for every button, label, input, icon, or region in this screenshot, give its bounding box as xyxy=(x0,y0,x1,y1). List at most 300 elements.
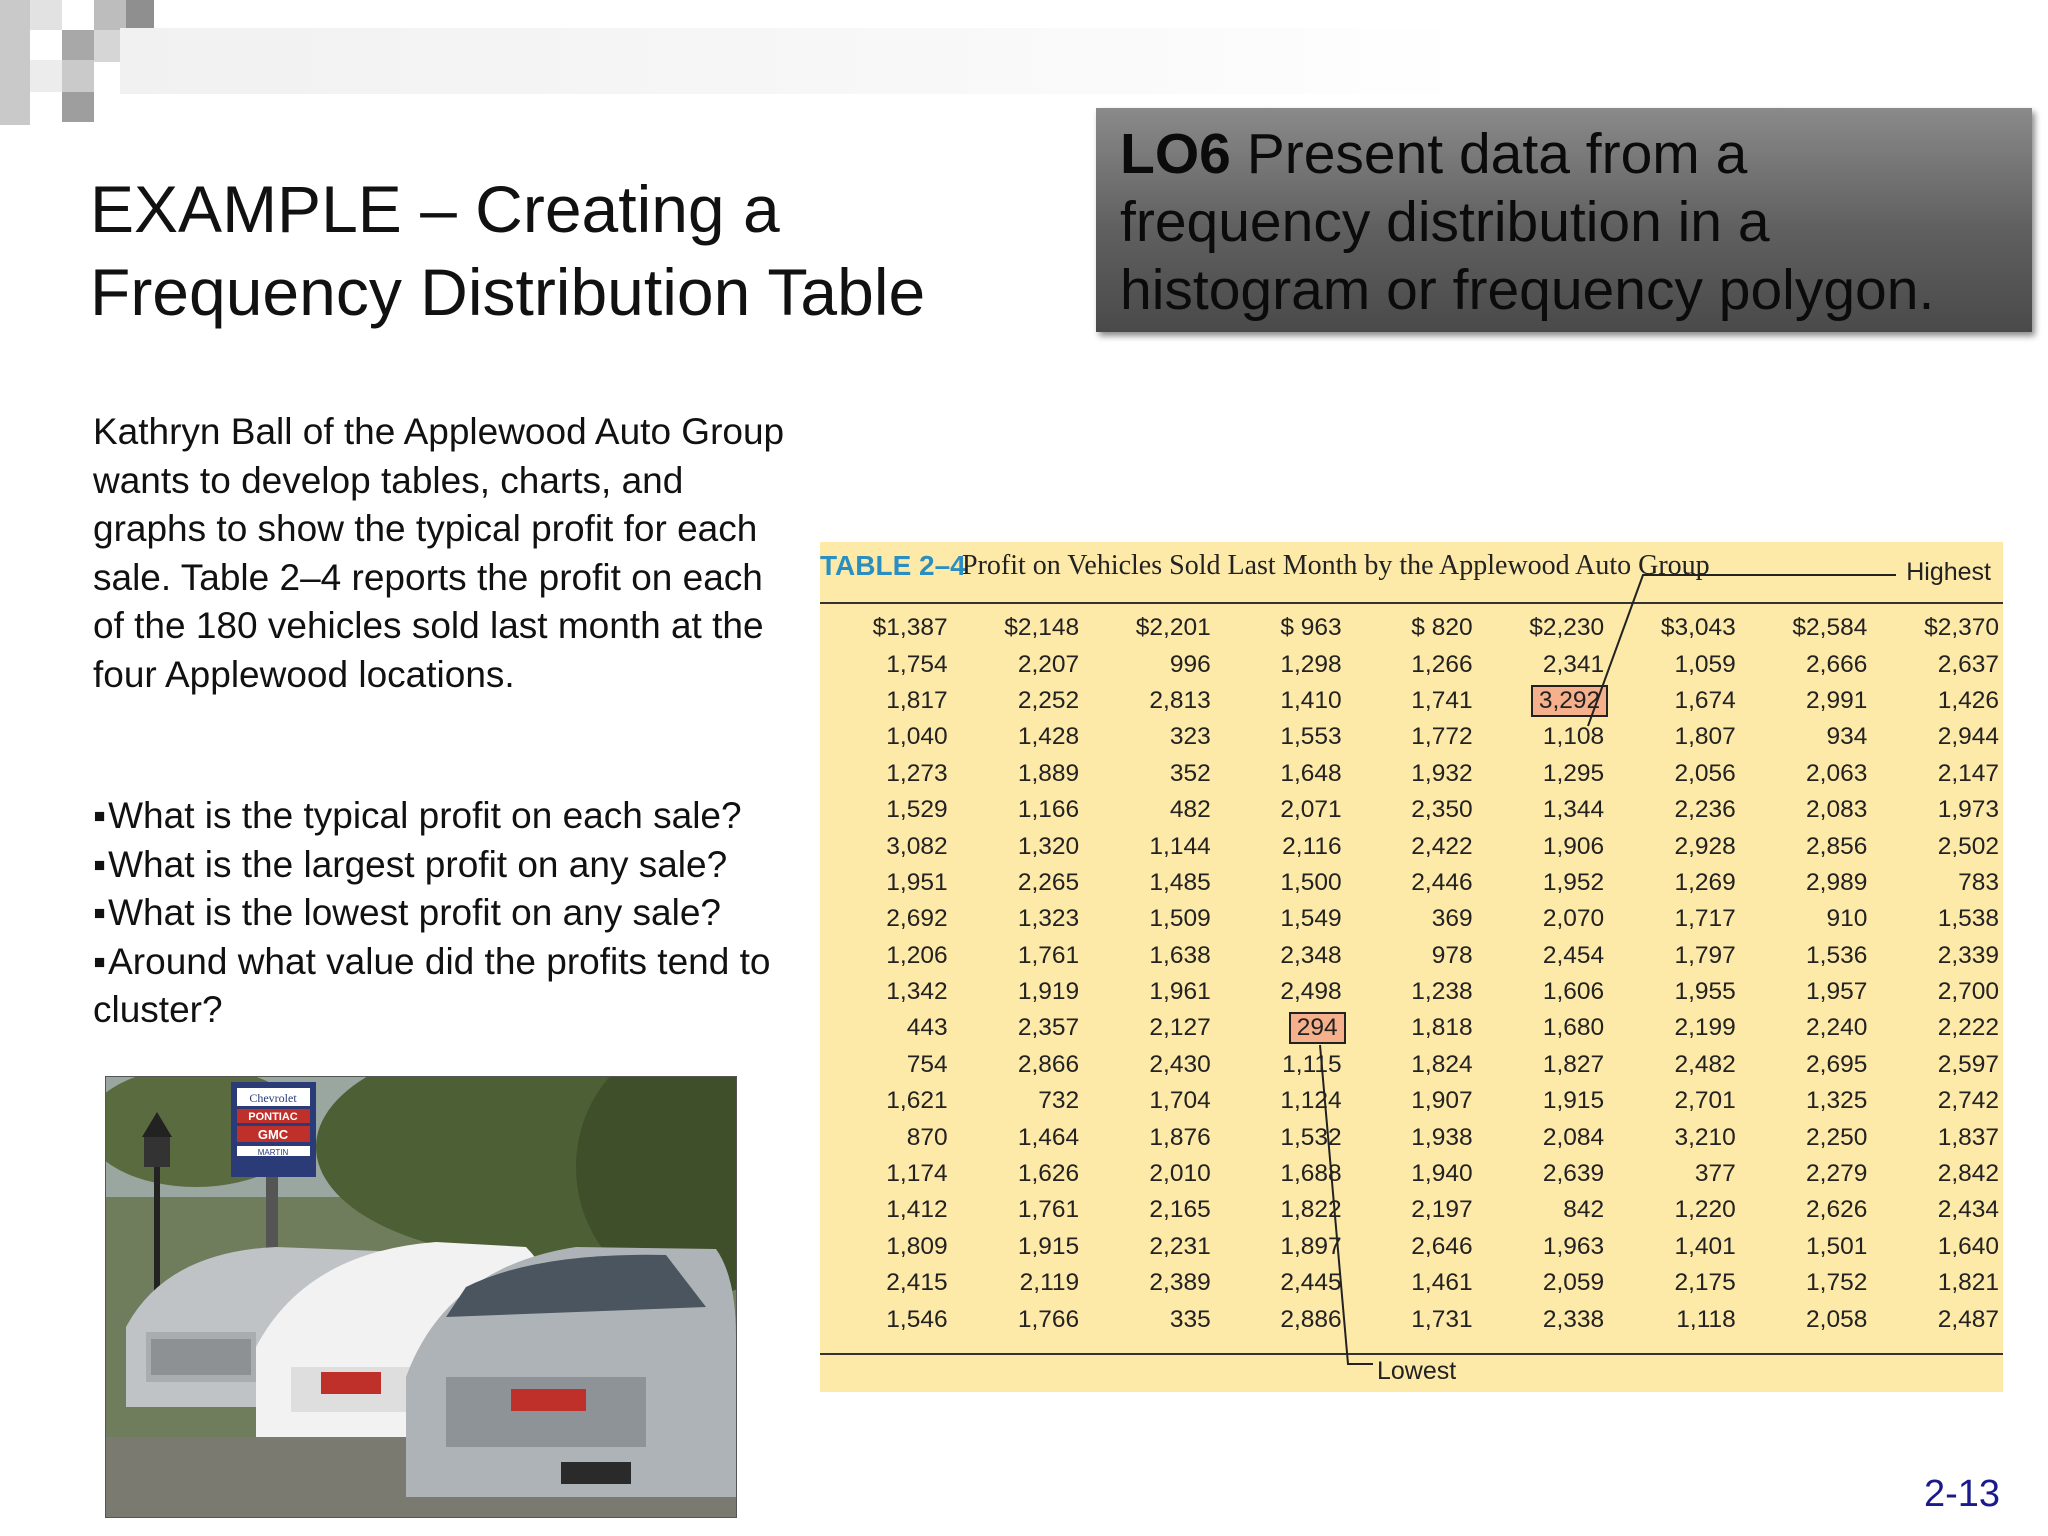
table-cell xyxy=(1871,1047,2003,1083)
cell-value: $2,584 xyxy=(1792,614,1868,642)
table-cell xyxy=(1608,1083,1740,1119)
table-cell xyxy=(952,792,1084,828)
table-cell xyxy=(1083,1265,1215,1301)
table-cell xyxy=(952,865,1084,901)
cell-value: 2,056 xyxy=(1674,759,1736,787)
cell-value: 2,279 xyxy=(1806,1160,1868,1188)
question-item: ▪ What is the largest profit on any sale? xyxy=(93,841,803,890)
lo-code: LO6 xyxy=(1120,122,1231,186)
table-cell xyxy=(1083,1229,1215,1265)
table-cell xyxy=(1346,1156,1477,1192)
table-cell xyxy=(952,1010,1084,1046)
table-cell xyxy=(1215,792,1346,828)
table-cell xyxy=(820,1010,952,1046)
table-cell xyxy=(1740,1047,1872,1083)
cell-value: 1,529 xyxy=(886,796,948,824)
table-cell xyxy=(1083,1119,1215,1155)
table-cell xyxy=(1083,683,1215,719)
cell-value: 2,626 xyxy=(1806,1196,1868,1224)
cell-value: 1,509 xyxy=(1149,905,1211,933)
table-cell xyxy=(1346,1265,1477,1301)
cell-value: 1,817 xyxy=(886,686,948,714)
cell-value: 1,797 xyxy=(1674,941,1736,969)
cell-value: 1,940 xyxy=(1411,1160,1473,1188)
cell-value: 1,320 xyxy=(1017,832,1080,860)
table-cell xyxy=(1871,1301,2003,1337)
table-cell xyxy=(1215,938,1346,974)
table-cell xyxy=(1477,1265,1609,1301)
cell-value: 2,197 xyxy=(1411,1196,1473,1224)
table-cell xyxy=(1608,865,1740,901)
table-cell xyxy=(1346,938,1477,974)
cell-value: 1,889 xyxy=(1017,759,1080,787)
cell-value: 2,357 xyxy=(1017,1014,1080,1042)
cell-value: 2,989 xyxy=(1806,868,1868,896)
cell-value: 2,165 xyxy=(1149,1196,1211,1224)
table-cell xyxy=(1346,719,1477,755)
cell-value: 2,502 xyxy=(1937,832,1999,860)
cell-value: 1,807 xyxy=(1674,723,1736,751)
table-cell xyxy=(1215,1229,1346,1265)
cell-value: 1,640 xyxy=(1937,1232,1999,1260)
slide-title xyxy=(90,168,1050,334)
table-cell xyxy=(1740,1156,1872,1192)
table-cell xyxy=(1215,828,1346,864)
cell-value: 1,907 xyxy=(1411,1087,1473,1115)
title-line-2: Frequency Distribution Table xyxy=(90,255,926,329)
cell-value: 1,606 xyxy=(1542,978,1605,1006)
cell-value: 1,464 xyxy=(1017,1123,1080,1151)
cell-value: 1,761 xyxy=(1017,941,1080,969)
table-cell xyxy=(1871,646,2003,682)
table-cell xyxy=(1608,1192,1740,1228)
cell-value: 2,928 xyxy=(1674,832,1736,860)
table-cell xyxy=(1871,974,2003,1010)
cell-value: 1,461 xyxy=(1411,1269,1473,1297)
table-cell xyxy=(1346,828,1477,864)
cell-value: 2,856 xyxy=(1806,832,1868,860)
cell-value: 369 xyxy=(1431,905,1473,933)
cell-value: 1,553 xyxy=(1280,723,1342,751)
cell-value: 1,955 xyxy=(1674,978,1736,1006)
cell-value: 2,597 xyxy=(1937,1050,1999,1078)
table-cell xyxy=(1608,792,1740,828)
table-cell xyxy=(1083,1083,1215,1119)
table-cell xyxy=(952,719,1084,755)
cell-value: 2,742 xyxy=(1937,1087,1999,1115)
table-cell xyxy=(1477,1229,1609,1265)
cell-value: 2,199 xyxy=(1674,1014,1736,1042)
lo-text: Present data from a frequency distribution in a histogram or frequency polygon. xyxy=(1120,122,1935,322)
table-cell xyxy=(1740,1229,1872,1265)
table-row xyxy=(820,828,2003,864)
cell-value: 2,422 xyxy=(1411,832,1473,860)
cell-value: 3,082 xyxy=(886,832,948,860)
cell-value: $ 820 xyxy=(1411,614,1473,642)
dealership-photo xyxy=(105,1076,737,1518)
sign-chevrolet: Chevrolet xyxy=(249,1091,297,1105)
page-number: 2-13 xyxy=(1923,1473,2000,1515)
cell-value: 1,717 xyxy=(1674,905,1736,933)
cell-value: 754 xyxy=(906,1050,948,1078)
table-cell xyxy=(952,901,1084,937)
table-cell xyxy=(1608,756,1740,792)
cell-value: 352 xyxy=(1169,759,1211,787)
table-cell xyxy=(1346,683,1477,719)
table-cell xyxy=(1215,683,1346,719)
table-cell xyxy=(1477,1301,1609,1337)
cell-value: 1,876 xyxy=(1149,1123,1211,1151)
table-row xyxy=(820,901,2003,937)
cell-value: 1,269 xyxy=(1674,868,1736,896)
table-cell xyxy=(1608,1119,1740,1155)
cell-value: 2,866 xyxy=(1017,1050,1080,1078)
cell-value: 377 xyxy=(1694,1160,1736,1188)
table-cell xyxy=(1083,1192,1215,1228)
table-cell xyxy=(1871,1010,2003,1046)
table-cell xyxy=(1871,1265,2003,1301)
table-cell xyxy=(1083,1010,1215,1046)
cell-value: 1,951 xyxy=(886,868,948,896)
table-cell xyxy=(1871,1119,2003,1155)
cell-value: 1,932 xyxy=(1411,759,1473,787)
table-cell xyxy=(1215,1047,1346,1083)
learning-objective-box xyxy=(1096,108,2032,332)
lowest-label: Lowest xyxy=(1377,1357,1457,1385)
table-cell xyxy=(820,1156,952,1192)
table-cell xyxy=(1346,1192,1477,1228)
cell-value: 870 xyxy=(906,1123,948,1151)
cell-value: 2,666 xyxy=(1806,650,1868,678)
table-cell xyxy=(1740,610,1872,646)
table-cell xyxy=(1477,646,1609,682)
cell-value: 1,963 xyxy=(1542,1232,1605,1260)
table-cell xyxy=(820,1119,952,1155)
table-cell xyxy=(1083,1047,1215,1083)
cell-value: 1,325 xyxy=(1806,1087,1868,1115)
cell-value: 1,821 xyxy=(1937,1269,1999,1297)
table-cell xyxy=(1477,756,1609,792)
table-cell xyxy=(1871,828,2003,864)
table-cell xyxy=(952,756,1084,792)
table-cell xyxy=(1608,683,1740,719)
cell-value: 2,116 xyxy=(1282,832,1342,860)
cell-value: 2,222 xyxy=(1937,1014,1999,1042)
table-cell xyxy=(952,938,1084,974)
cell-value: 996 xyxy=(1169,650,1211,678)
table-cell xyxy=(1740,1119,1872,1155)
table-cell xyxy=(1477,1119,1609,1155)
cell-value: 1,295 xyxy=(1542,759,1605,787)
table-row xyxy=(820,1265,2003,1301)
cell-value: 1,752 xyxy=(1806,1269,1868,1297)
table-cell xyxy=(1608,938,1740,974)
table-cell xyxy=(1346,1119,1477,1155)
table-cell xyxy=(1608,1010,1740,1046)
cell-value: 2,350 xyxy=(1411,796,1473,824)
table-cell xyxy=(1871,1229,2003,1265)
cell-value: 1,648 xyxy=(1280,759,1342,787)
table-row xyxy=(820,719,2003,755)
table-cell xyxy=(1215,974,1346,1010)
cell-value: 1,741 xyxy=(1411,686,1473,714)
table-cell xyxy=(1346,756,1477,792)
cell-value: 2,498 xyxy=(1280,978,1342,1006)
table-cell xyxy=(1346,792,1477,828)
table-cell xyxy=(952,1265,1084,1301)
cell-value: 2,695 xyxy=(1806,1050,1868,1078)
table-cell xyxy=(1608,901,1740,937)
table-cell xyxy=(820,610,952,646)
table-cell xyxy=(1346,865,1477,901)
table-cell xyxy=(1477,865,1609,901)
table-cell xyxy=(1083,974,1215,1010)
cell-value: 1,344 xyxy=(1542,796,1605,824)
cell-value: 1,238 xyxy=(1411,978,1473,1006)
table-cell xyxy=(1346,1083,1477,1119)
cell-value: 1,809 xyxy=(886,1232,948,1260)
cell-value: 2,446 xyxy=(1411,868,1473,896)
cell-value: 1,428 xyxy=(1017,723,1080,751)
table-cell xyxy=(1346,974,1477,1010)
highest-value-cell xyxy=(1477,683,1609,719)
table-cell xyxy=(1346,1010,1477,1046)
table-cell xyxy=(1740,646,1872,682)
cell-value: 2,348 xyxy=(1280,941,1342,969)
cell-value: 2,389 xyxy=(1149,1269,1211,1297)
cell-value: $2,148 xyxy=(1004,614,1080,642)
cell-value: 2,842 xyxy=(1937,1160,1999,1188)
cell-value: 1,837 xyxy=(1937,1123,1999,1151)
cell-value: 1,674 xyxy=(1674,686,1736,714)
table-top-rule xyxy=(820,602,2003,604)
table-cell xyxy=(1871,719,2003,755)
table-cell xyxy=(1608,719,1740,755)
cell-value: 2,071 xyxy=(1280,796,1342,824)
table-cell xyxy=(820,901,952,937)
cell-value: 1,401 xyxy=(1674,1232,1736,1260)
table-cell xyxy=(1608,610,1740,646)
cell-value: 1,342 xyxy=(886,978,948,1006)
cell-value: 2,231 xyxy=(1149,1232,1211,1260)
table-cell xyxy=(1215,1083,1346,1119)
cell-value: 2,058 xyxy=(1806,1305,1868,1333)
table-cell xyxy=(1083,901,1215,937)
table-cell xyxy=(1740,865,1872,901)
table-cell xyxy=(1871,756,2003,792)
cell-value: 2,127 xyxy=(1149,1014,1211,1042)
cell-value: 2,434 xyxy=(1937,1196,1999,1224)
intro-paragraph: Kathryn Ball of the Applewood Auto Group wants to develop tables, charts, and graphs to show the typical profit for each sale. Table 2–4 reports the profit on each of the 180 vehicles sold last month at the four Applewood locations. xyxy=(93,411,785,695)
table-cell xyxy=(820,1229,952,1265)
cell-value: 2,083 xyxy=(1806,796,1868,824)
table-row xyxy=(820,1229,2003,1265)
table-caption-text: Profit on Vehicles Sold Last Month by the Applewood Auto Group xyxy=(962,550,1710,581)
table-cell xyxy=(820,646,952,682)
table-row xyxy=(820,1047,2003,1083)
cell-value: 2,487 xyxy=(1937,1305,1999,1333)
table-cell xyxy=(952,610,1084,646)
table-cell xyxy=(1215,865,1346,901)
cell-value: 2,646 xyxy=(1411,1232,1473,1260)
table-row xyxy=(820,1192,2003,1228)
cell-value: 978 xyxy=(1431,941,1473,969)
table-cell xyxy=(1608,1301,1740,1337)
table-cell xyxy=(1083,719,1215,755)
table-cell xyxy=(1215,610,1346,646)
cell-value: 2,692 xyxy=(886,905,948,933)
table-caption xyxy=(820,542,2003,594)
table-cell xyxy=(1477,1047,1609,1083)
dealership-photo-illustration xyxy=(106,1077,736,1517)
table-cell xyxy=(1215,756,1346,792)
table-cell xyxy=(1871,865,2003,901)
cell-value: 1,501 xyxy=(1806,1232,1868,1260)
table-row xyxy=(820,792,2003,828)
table-cell xyxy=(1346,610,1477,646)
cell-value: 2,639 xyxy=(1542,1160,1605,1188)
table-cell xyxy=(1740,1301,1872,1337)
cell-value: 1,500 xyxy=(1280,868,1342,896)
cell-value: 482 xyxy=(1169,796,1211,824)
cell-value: 1,938 xyxy=(1411,1123,1473,1151)
table-cell xyxy=(1477,792,1609,828)
cell-value: 1,754 xyxy=(886,650,948,678)
table-cell xyxy=(1740,1192,1872,1228)
cell-value: 2,701 xyxy=(1674,1087,1736,1115)
cell-value: 1,059 xyxy=(1674,650,1736,678)
cell-value: 1,426 xyxy=(1937,686,1999,714)
cell-value: 732 xyxy=(1038,1087,1080,1115)
cell-value: 2,084 xyxy=(1542,1123,1605,1151)
table-cell xyxy=(820,938,952,974)
cell-value: 323 xyxy=(1169,723,1211,751)
table-row xyxy=(820,938,2003,974)
cell-value: 1,906 xyxy=(1542,832,1605,860)
cell-value: $2,370 xyxy=(1924,614,1999,642)
table-cell xyxy=(1740,974,1872,1010)
table-cell xyxy=(820,865,952,901)
cell-value: 2,813 xyxy=(1149,686,1211,714)
table-cell xyxy=(1608,646,1740,682)
cell-value: 2,147 xyxy=(1937,759,1999,787)
table-cell xyxy=(1871,938,2003,974)
table-cell xyxy=(952,1156,1084,1192)
table-cell xyxy=(952,974,1084,1010)
profit-table-panel xyxy=(820,542,2003,1392)
cell-value: 2,415 xyxy=(886,1269,948,1297)
table-cell xyxy=(1346,1301,1477,1337)
table-cell xyxy=(1871,1156,2003,1192)
table-cell xyxy=(1608,974,1740,1010)
table-cell xyxy=(1477,719,1609,755)
table-label: TABLE 2–4 xyxy=(820,550,966,581)
cell-value: 910 xyxy=(1826,905,1868,933)
header-band xyxy=(120,28,1470,94)
cell-value: 1,040 xyxy=(886,723,948,751)
cell-value: 1,144 xyxy=(1149,832,1211,860)
cell-value: 1,220 xyxy=(1674,1196,1736,1224)
cell-value: 1,549 xyxy=(1280,905,1342,933)
table-cell xyxy=(820,683,952,719)
cell-value: $1,387 xyxy=(872,614,948,642)
lowest-value-cell xyxy=(1215,1010,1346,1046)
table-cell xyxy=(1215,646,1346,682)
table-cell xyxy=(820,792,952,828)
table-cell xyxy=(1608,1047,1740,1083)
table-row xyxy=(820,1156,2003,1192)
table-row xyxy=(820,865,2003,901)
cell-value: 1,824 xyxy=(1411,1050,1473,1078)
table-cell xyxy=(952,1047,1084,1083)
cell-value: 2,240 xyxy=(1806,1014,1868,1042)
cell-value: 2,339 xyxy=(1937,941,1999,969)
table-row xyxy=(820,756,2003,792)
cell-value: 1,206 xyxy=(886,941,948,969)
question-item: ▪ What is the lowest profit on any sale? xyxy=(93,889,803,938)
cell-value: 1,818 xyxy=(1411,1014,1473,1042)
sign-gmc: GMC xyxy=(257,1127,289,1142)
table-cell xyxy=(1608,1156,1740,1192)
table-cell xyxy=(1215,1192,1346,1228)
cell-value: 443 xyxy=(906,1014,948,1042)
cell-value: 1,118 xyxy=(1676,1305,1736,1333)
cell-value: 1,410 xyxy=(1280,686,1342,714)
question-item: ▪ What is the typical profit on each sale? xyxy=(93,792,803,841)
table-cell xyxy=(1083,865,1215,901)
cell-value: 1,621 xyxy=(886,1087,948,1115)
table-cell xyxy=(1871,683,2003,719)
table-cell xyxy=(1083,646,1215,682)
cell-value: 2,700 xyxy=(1937,978,1999,1006)
cell-value: 1,761 xyxy=(1017,1196,1080,1224)
cell-value: 2,070 xyxy=(1542,905,1605,933)
table-cell xyxy=(1477,1010,1609,1046)
table-cell xyxy=(952,646,1084,682)
cell-value: 1,827 xyxy=(1542,1050,1605,1078)
table-cell xyxy=(1477,828,1609,864)
cell-value: 1,638 xyxy=(1149,941,1211,969)
table-cell xyxy=(1740,683,1872,719)
table-cell xyxy=(1740,828,1872,864)
table-cell xyxy=(1215,901,1346,937)
table-cell xyxy=(1871,901,2003,937)
table-cell xyxy=(1740,901,1872,937)
table-cell xyxy=(820,719,952,755)
table-cell xyxy=(1215,1265,1346,1301)
table-cell xyxy=(1871,792,2003,828)
cell-value: 2,265 xyxy=(1017,868,1080,896)
table-cell xyxy=(1740,938,1872,974)
table-cell xyxy=(1346,1229,1477,1265)
cell-value: 1,115 xyxy=(1282,1050,1342,1078)
table-cell xyxy=(1215,1156,1346,1192)
cell-value: 2,430 xyxy=(1149,1050,1211,1078)
table-cell xyxy=(1740,1010,1872,1046)
table-cell xyxy=(1083,610,1215,646)
cell-value: 1,952 xyxy=(1542,868,1605,896)
cell-value: 2,207 xyxy=(1017,650,1080,678)
sign-martin: MARTIN xyxy=(257,1148,289,1157)
table-cell xyxy=(1215,1301,1346,1337)
table-cell xyxy=(1346,901,1477,937)
table-row xyxy=(820,646,2003,682)
cell-value: 2,886 xyxy=(1280,1305,1342,1333)
table-cell xyxy=(820,1301,952,1337)
table-cell xyxy=(820,1192,952,1228)
cell-value: 1,731 xyxy=(1411,1305,1473,1333)
cell-value: 1,536 xyxy=(1806,941,1868,969)
